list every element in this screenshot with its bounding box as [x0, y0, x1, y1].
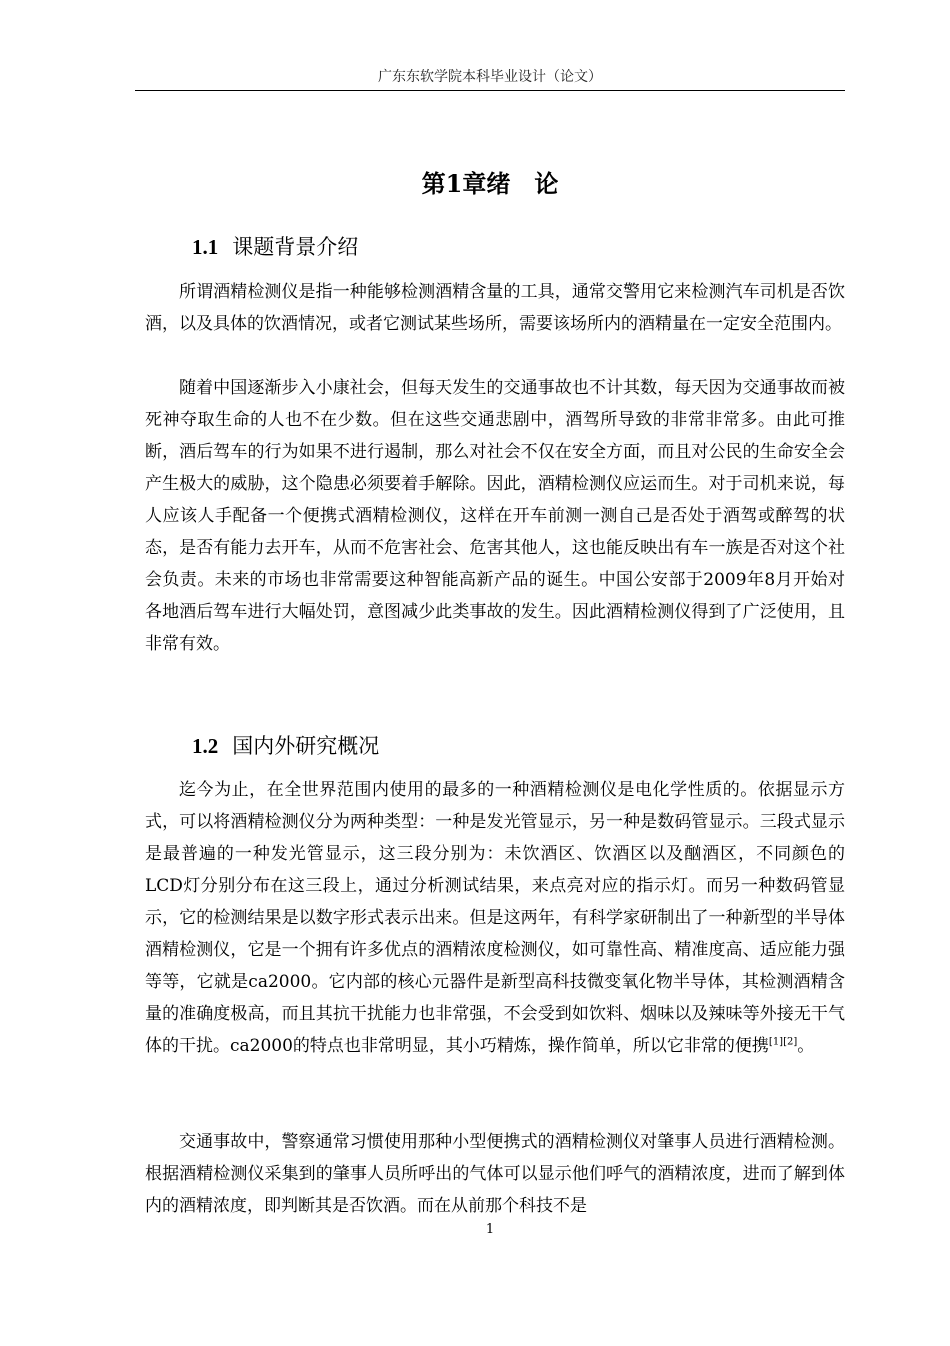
section-heading-1-1 [192, 232, 358, 262]
paragraph-text: 迄今为止，在全世界范围内使用的最多的一种酒精检测仪是电化学性质的。依据显示方式，可以将酒精检测仪分为两种类型：一种是发光管显示，另一种是数码管显示。三段式显示是最普遍的一种发光管显示，这三段分别为：未饮酒区、饮酒区以及酗酒区，不同颜色的LCD灯分别分布在这三段上，通过分析测试结果，来点亮对应的指示灯。而另一种数码管显示，它的检测结果是以数字形式表示出来。但是这两年，有科学家研制出了一种新型的半导体酒精检测仪，它是一个拥有许多优点的酒精浓度检测仪，如可靠性高、精准度高、适应能力强等等，它就是ca2000。它内部的核心元器件是新型高科技微变氧化物半导体，其检测酒精含量的准确度极高，而且其抗干扰能力也非常强，不会受到如饮料、烟味以及辣味等外接无干气体的干扰。ca2000的特点也非常明显，其小巧精炼，操作简单，所以它非常的便携 [145, 780, 845, 1056]
page-number: 1 [485, 1222, 495, 1237]
section-title: 国内外研究概况 [232, 734, 380, 758]
header-divider [135, 90, 845, 91]
chapter-title: 第1章绪 论 [421, 169, 559, 198]
running-header: 广东东软学院本科毕业设计（论文） [378, 69, 602, 85]
section-number: 1.1 [192, 235, 219, 259]
section-title: 课题背景介绍 [232, 235, 359, 259]
paragraph-end: 。 [797, 1036, 815, 1056]
paragraph: 所谓酒精检测仪是指一种能够检测酒精含量的工具，通常交警用它来检测汽车司机是否饮酒，以及具体的饮酒情况，或者它测试某些场所，需要该场所内的酒精量在一定安全范围内。 [145, 282, 845, 334]
paragraph: 交通事故中，警察通常习惯使用那种小型便携式的酒精检测仪对肇事人员进行酒精检测。根据酒精检测仪采集到的肇事人员所呼出的气体可以显示他们呼气的酒精浓度，进而了解到体内的酒精浓度，即判断其是否饮酒。而在从前那个科技不是 [145, 1132, 845, 1216]
paragraph: 随着中国逐渐步入小康社会，但每天发生的交通事故也不计其数，每天因为交通事故而被死神夺取生命的人也不在少数。但在这些交通悲剧中，酒驾所导致的非常非常多。由此可推断，酒后驾车的行为如果不进行遏制，那么对社会不仅在安全方面，而且对公民的生命安全会产生极大的威胁，这个隐患必须要着手解除。因此，酒精检测仪应运而生。对于司机来说，每人应该人手配备一个便携式酒精检测仪，这样在开车前测一测自己是否处于酒驾或醉驾的状态，是否有能力去开车，从而不危害社会、危害其他人，这也能反映出有车一族是否对这个社会负责。未来的市场也非常需要这种智能高新产品的诞生。中国公安部于2009年8月开始对各地酒后驾车进行大幅处罚，意图减少此类事故的发生。因此酒精检测仪得到了广泛使用，且非常有效。 [145, 378, 845, 654]
citation-ref: [1][2] [768, 1036, 798, 1048]
section-heading-1-2 [192, 731, 379, 761]
paragraph [145, 774, 845, 1062]
section-number: 1.2 [192, 734, 219, 758]
